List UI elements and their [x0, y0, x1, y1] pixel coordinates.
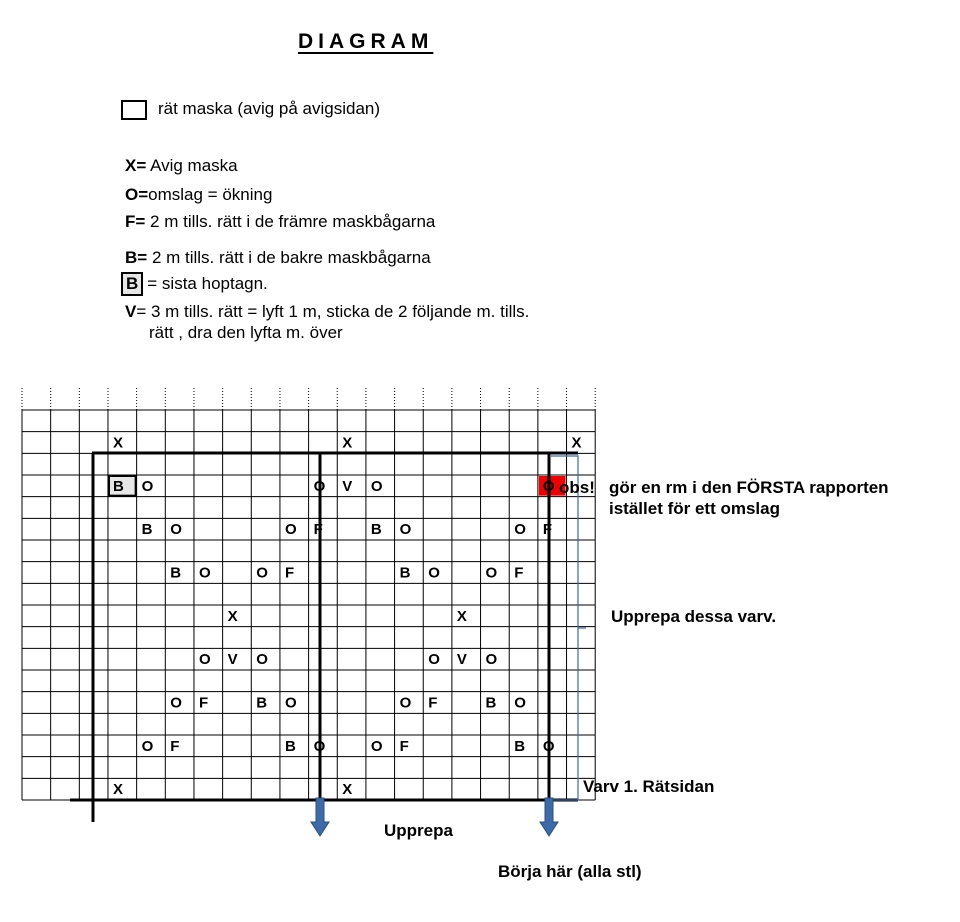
- legend-b-key: B=: [125, 248, 148, 267]
- row-1-label: Varv 1. Rätsidan: [583, 777, 715, 796]
- stitch-symbol: X: [227, 607, 238, 625]
- legend-x-key: X=: [125, 156, 147, 175]
- stitch-symbol: B: [170, 564, 182, 582]
- legend-v-text: = 3 m tills. rätt = lyft 1 m, sticka de 2 följande m. tills.: [136, 302, 530, 321]
- stitch-symbol: F: [170, 737, 180, 755]
- stitch-symbol: O: [170, 521, 182, 539]
- stitch-symbol: B: [112, 477, 124, 495]
- start-arrow-icon: [540, 798, 558, 836]
- stitch-symbol: O: [542, 737, 555, 755]
- stitch-symbol: V: [342, 477, 353, 495]
- legend-b-last-key: B: [121, 272, 143, 296]
- legend-x-text: Avig maska: [146, 156, 238, 175]
- stitch-symbol: B: [141, 521, 153, 539]
- legend-v-key: V: [125, 302, 137, 321]
- stitch-symbol: V: [456, 651, 467, 669]
- legend-b-last-text: = sista hoptagn.: [147, 274, 268, 293]
- legend-o-text: omslag = ökning: [148, 185, 273, 204]
- stitch-symbol: X: [112, 434, 123, 452]
- legend-f-text: 2 m tills. rätt i de främre maskbågarna: [145, 212, 436, 231]
- legend-knit: rät maska (avig på avigsidan): [158, 99, 381, 118]
- stitch-symbol: X: [112, 781, 123, 799]
- stitch-symbol: F: [542, 521, 553, 539]
- stitch-symbol: X: [342, 781, 353, 799]
- page-title: DIAGRAM: [298, 30, 434, 53]
- stitch-symbol: B: [284, 737, 296, 755]
- stitch-symbol: F: [313, 521, 323, 539]
- stitch-symbol: X: [342, 434, 353, 452]
- stitch-symbol: O: [428, 651, 440, 669]
- stitch-symbol: F: [514, 564, 524, 582]
- obs-label: obs!: [559, 478, 595, 497]
- stitch-symbol: O: [514, 521, 526, 539]
- stitch-symbol: X: [456, 607, 467, 625]
- stitch-symbol: O: [428, 564, 440, 582]
- stitch-symbol: O: [284, 694, 297, 712]
- stitch-symbol: O: [170, 694, 182, 712]
- stitch-symbol: O: [542, 477, 555, 495]
- stitch-symbol: B: [514, 737, 526, 755]
- stitch-symbol: F: [399, 737, 409, 755]
- legend-v-continued: rätt , dra den lyfta m. över: [149, 323, 343, 342]
- stitch-symbol: O: [256, 564, 268, 582]
- stitch-symbol: B: [399, 564, 411, 582]
- stitch-symbol: B: [256, 694, 268, 712]
- repeat-rows-label: Upprepa dessa varv.: [611, 607, 777, 626]
- stitch-symbol: F: [428, 694, 438, 712]
- stitch-symbol: F: [284, 564, 295, 582]
- obs-note-line1: gör en rm i den FÖRSTA rapporten: [609, 478, 889, 497]
- repeat-label: Upprepa: [384, 821, 453, 840]
- stitch-symbol: O: [370, 477, 383, 495]
- repeat-bracket: [551, 456, 578, 800]
- stitch-symbol: O: [313, 737, 326, 755]
- legend-b-text: 2 m tills. rätt i de bakre maskbågarna: [147, 248, 431, 267]
- stitch-symbol: O: [514, 694, 526, 712]
- legend-o-key: O=: [125, 185, 149, 204]
- stitch-symbol: O: [141, 737, 154, 755]
- stitch-symbol: O: [284, 521, 297, 539]
- stitch-symbol: V: [227, 651, 238, 669]
- obs-note-line2: istället för ett omslag: [609, 499, 780, 518]
- stitch-symbol: B: [485, 694, 497, 712]
- stitch-symbol: B: [370, 521, 382, 539]
- stitch-symbol: O: [313, 477, 326, 495]
- start-here-label: Börja här (alla stl): [498, 862, 642, 881]
- stitch-symbol: O: [485, 651, 498, 669]
- stitch-symbol: X: [571, 434, 582, 452]
- stitch-symbol: O: [399, 694, 412, 712]
- stitch-symbol: O: [485, 564, 498, 582]
- legend-f-key: F=: [125, 212, 146, 231]
- stitch-symbol: O: [141, 477, 154, 495]
- stitch-symbol: F: [198, 694, 209, 712]
- repeat-arrow-icon: [311, 798, 329, 836]
- stitch-symbol: O: [198, 651, 211, 669]
- stitch-symbol: O: [370, 737, 383, 755]
- stitch-symbol: O: [256, 651, 268, 669]
- stitch-symbol: O: [399, 521, 412, 539]
- stitch-symbol: O: [198, 564, 211, 582]
